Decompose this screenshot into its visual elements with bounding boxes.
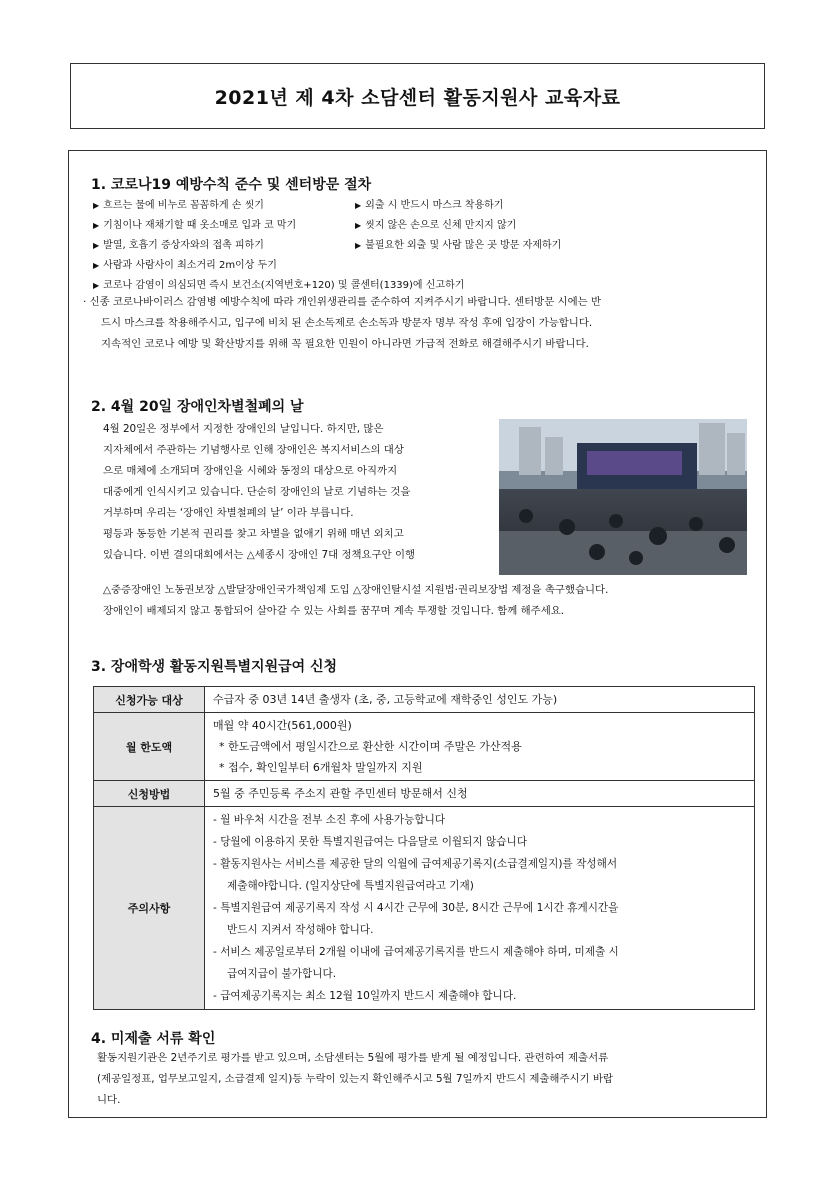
page-title: 2021년 제 4차 소담센터 활동지원사 교육자료	[214, 86, 621, 109]
unsubmitted-docs-paragraph: 활동지원기관은 2년주기로 평가를 받고 있으며, 소담센터는 5월에 평가를 받게 될 예정입니다. 관련하여 제출서류 (제공일정표, 업무보고일지, 소급결제 일지)등 누락이 있는지 확인해주시고 5월 7일까지 반드시 제출해주시기 바랍 니다.	[97, 1052, 613, 1106]
bullet-item: ▶ 외출 시 반드시 마스크 착용하기	[355, 200, 504, 211]
bullet-item: ▶ 불필요한 외출 및 사람 많은 곳 방문 자제하기	[355, 240, 562, 251]
disability-day-paragraph: 4월 20일은 정부에서 지정한 장애인의 날입니다. 하지만, 많은 지자체에서 주관하는 기념행사로 인해 장애인은 복지서비스의 대상 으로 매체에 소개되며 장애인을 시혜와 동정의 대상으로 아직까지 대중에게 인식시키고 있습니다. 단순히 장애인의 날로 기념하는 것을 거부하며 우리는 ‘장애인 차별철폐의 날’ 이라 부릅니다. 평등과 동등한 기본적 권리를 찾고 차별을 없애기 위해 매년 외치고 있습니다. 이번 결의대회에서는 △세종시 장애인 7대 정책요구안 이행	[103, 423, 416, 561]
disability-day-paragraph-cont: △중증장애인 노동권보장 △발달장애인국가책임제 도입 △장애인탈시설 지원법·권리보장법 제정을 촉구했습니다. 장애인이 배제되지 않고 통합되어 살아갈 수 있는 사회를 꿈꾸며 계속 투쟁할 것입니다. 함께 해주세요.	[103, 584, 609, 617]
covid-paragraph: · 신종 코로나바이러스 감염병 예방수칙에 따라 개인위생관리를 준수하여 지켜주시기 바랍니다. 센터방문 시에는 반 드시 마스크를 착용해주시고, 입구에 비치 된 손소독제로 손소독과 방문자 명부 작성 후에 입장이 가능합니다. 지속적인 코로나 예방 및 확산방지를 위해 꼭 필요한 민원이 아니라면 가급적 전화로 해결해주시기 바랍니다.	[83, 296, 601, 350]
bullet-item: ▶ 사람과 사람사이 최소거리 2m이상 두기	[93, 260, 277, 271]
section1-heading: 1. 코로나19 예방수칙 준수 및 센터방문 절차	[91, 177, 372, 193]
table-row	[94, 781, 755, 807]
triangle-bullet-icon: ▶	[93, 221, 100, 230]
triangle-bullet-icon: ▶	[93, 281, 100, 290]
row-value: 수급자 중 03년 14년 출생자 (초, 중, 고등학교에 재학중인 성인도 가능)	[205, 687, 755, 713]
section2-heading: 2. 4월 20일 장애인차별철폐의 날	[91, 399, 304, 415]
bullet-item: ▶ 발열, 호흡기 증상자와의 접촉 피하기	[93, 240, 264, 251]
bullet-item: ▶ 흐르는 물에 비누로 꼼꼼하게 손 씻기	[93, 200, 264, 211]
table-row	[94, 807, 755, 1010]
row-value: - 월 바우처 시간을 전부 소진 후에 사용가능합니다 - 당월에 이용하지 못한 특별지원급여는 다음달로 이월되지 않습니다 - 활동지원사는 서비스를 제공한 달의 익월에 급여제공기록지(소급결제일지)를 작성해서 제출해야합니다. (일지상단에 특별지원급여라고 기재) - 특별지원급여 제공기록지 작성 시 4시간 근무에 30분, 8시간 근무에 1시간 휴게시간을 반드시 지켜서 작성해야 합니다. - 서비스 제공일로부터 2개월 이내에 급여제공기록지를 반드시 제출해야 하며, 미제출 시 급여지급이 불가합니다. - 급여제공기록지는 최소 12월 10일까지 반드시 제출해야 합니다.	[205, 807, 755, 1010]
triangle-bullet-icon: ▶	[355, 241, 362, 250]
section4-heading: 4. 미제출 서류 확인	[91, 1031, 216, 1047]
bullet-item: ▶ 씻지 않은 손으로 신체 만지지 않기	[355, 220, 517, 231]
section3-heading: 3. 장애학생 활동지원특별지원급여 신청	[91, 659, 338, 675]
row-label: 월 한도액	[94, 713, 205, 781]
triangle-bullet-icon: ▶	[93, 241, 100, 250]
table-row	[94, 713, 755, 781]
row-value: 5월 중 주민등록 주소지 관할 주민센터 방문해서 신청	[205, 781, 755, 807]
triangle-bullet-icon: ▶	[355, 221, 362, 230]
triangle-bullet-icon: ▶	[93, 261, 100, 270]
row-label: 신청가능 대상	[94, 687, 205, 713]
bullet-item: ▶ 기침이나 재채기할 때 옷소매로 입과 코 막기	[93, 220, 297, 231]
title-box	[70, 63, 765, 129]
triangle-bullet-icon: ▶	[355, 201, 362, 210]
triangle-bullet-icon: ▶	[93, 201, 100, 210]
row-value: 매월 약 40시간(561,000원) * 한도금액에서 평일시간으로 환산한 시간이며 주말은 가산적용 * 접수, 확인일부터 6개월차 말일까지 지원	[205, 713, 755, 781]
rally-photo	[499, 419, 747, 575]
bullet-item: ▶ 코로나 감염이 의심되면 즉시 보건소(지역번호+120) 및 콜센터(1339)에 신고하기	[93, 280, 465, 291]
row-label: 주의사항	[94, 807, 205, 1010]
support-table	[93, 686, 755, 1010]
table-row	[94, 687, 755, 713]
main-content	[68, 150, 767, 1118]
row-label: 신청방법	[94, 781, 205, 807]
